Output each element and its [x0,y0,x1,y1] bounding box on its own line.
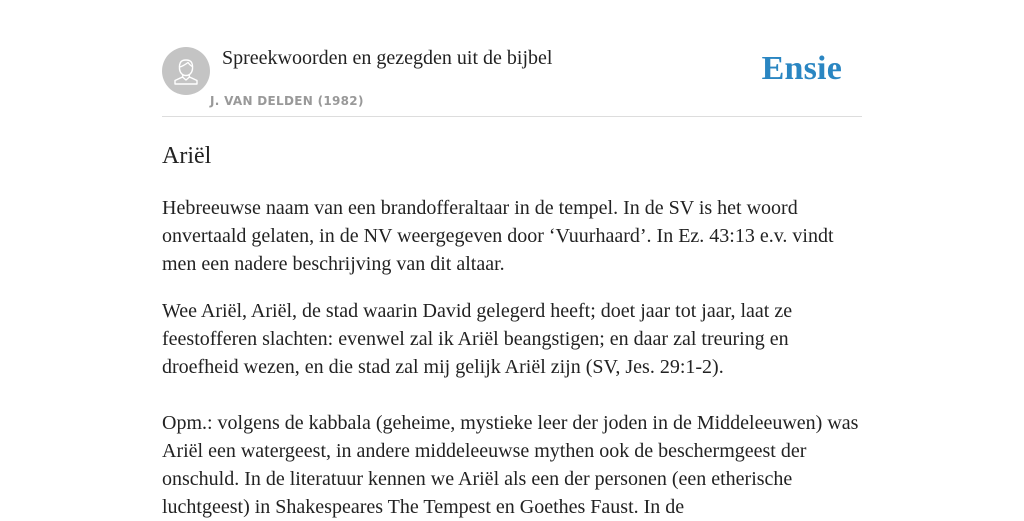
user-avatar-icon[interactable] [162,47,210,95]
author-byline[interactable]: J. VAN DELDEN (1982) [210,94,364,108]
book-title-link[interactable]: Spreekwoorden en gezegden uit de bijbel [222,47,553,69]
person-outline-icon [162,47,210,95]
entry-paragraph-quote: Wee Ariël, Ariël, de stad waarin David gelegerd heeft; doet jaar tot jaar, laat ze feestofferen slachten: evenwel zal ik Ariël beangstigen; en daar zal treuring en droefheid wezen, en die stad zal mij gelijk Ariël zijn (SV, Jes. 29:1-2). [162,300,793,378]
entry-paragraph-remark: Opm.: volgens de kabbala (geheime, mystieke leer der joden in de Middeleeuwen) was Ariël een watergeest, in andere middeleeuwse mythen ook de beschermgeest der onschuld. In de literatuur kennen we Ariël als een der personen (een etherische luchtgeest) in Shakespeares The Tempest en Goethes Faust. In de [162,412,859,518]
entry-paragraph-definition: Hebreeuwse naam van een brandofferaltaar in de tempel. In de SV is het woord onvertaald gelaten, in de NV weergegeven door ‘Vuurhaard’. In Ez. 43:13 e.v. vindt men een nadere beschrijving van dit altaar. [162,197,834,275]
entry-title: Ariël [162,143,212,169]
page-container [162,0,862,521]
ensie-logo[interactable]: Ensie [761,50,842,87]
entry-header [162,0,862,117]
